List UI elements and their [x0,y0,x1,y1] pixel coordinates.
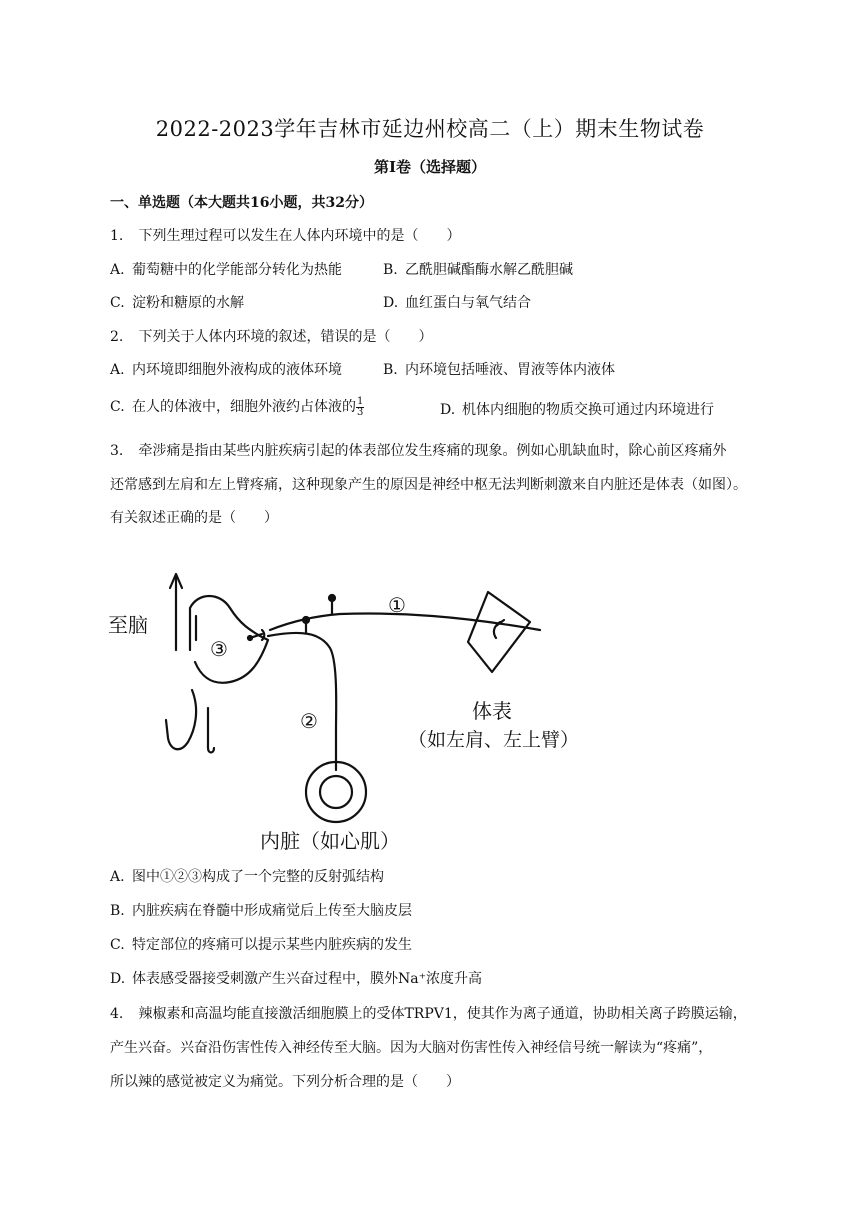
option-1b: B. 乙酰胆碱酯酶水解乙酰胆碱 [383,262,573,278]
label-body-surface: 体表 [472,699,512,723]
spinal-cord-lower-outline [166,690,196,749]
question-3-stem-line1: 3. 牵涉痛是指由某些内脏疾病引起的体表部位发生疼痛的现象。例如心肌缺血时，除心前区疼痛外 [110,443,727,459]
question-1-stem [110,225,460,245]
section-heading: 一、单选题（本大题共16小题，共32分） [110,195,373,211]
option-2d: D. 机体内细胞的物质交换可通过内环境进行 [440,402,714,418]
question-3-stem-line2: 还常感到左肩和左上臂疼痛，这种现象产生的原因是神经中枢无法判断刺激来自内脏还是体表（如图）。 [110,477,747,493]
referred-pain-diagram [100,570,620,860]
question-text: 下列生理过程可以发生在人体内环境中的是（ ） [138,228,461,244]
volume-subtitle: 第I卷（选择题） [373,158,487,176]
question-4-stem-line3: 所以辣的感觉被定义为痛觉。下列分析合理的是（ ） [110,1074,460,1090]
label-2: ② [300,709,318,733]
option-2b: B. 内环境包括唾液、胃液等体内液体 [383,362,615,378]
body-surface-shape [468,592,530,672]
question-number: 4. [110,1006,124,1022]
viscera-inner-ring [320,776,352,808]
option-3d: D. 体表感受器接受刺激产生兴奋过程中，膜外Na⁺浓度升高 [110,971,482,987]
option-2a: A. 内环境即细胞外液构成的液体环境 [110,362,342,378]
option-1a: A. 葡萄糖中的化学能部分转化为热能 [110,262,342,278]
question-number: 3. [110,443,124,459]
label-to-brain: 至脑 [108,613,148,637]
fraction: $\frac{1}{3}$ [357,395,364,418]
label-viscera: 内脏（如心肌） [260,829,400,853]
option-3a: A. 图中①②③构成了一个完整的反射弧结构 [110,869,384,885]
option-3c: C. 特定部位的疼痛可以提示某些内脏疾病的发生 [110,937,412,953]
label-1: ① [388,593,406,617]
option-1d: D. 血红蛋白与氧气结合 [383,295,531,311]
spinal-horn [208,708,214,753]
spinal-cord-outline [190,596,268,683]
question-4-stem-line2: 产生兴奋。兴奋沿伤害性传入神经传至大脑。因为大脑对伤害性传入神经信号统一解读为“疼痛”， [110,1040,713,1056]
question-text: 下列关于人体内环境的叙述，错误的是（ ） [138,329,433,345]
option-1c: C. 淀粉和糖原的水解 [110,295,244,311]
question-number: 2. [110,329,124,345]
neuron-2-path [268,633,336,770]
label-body-surface-note: （如左肩、左上臂） [408,729,580,751]
question-2-stem [110,326,432,346]
option-3b: B. 内脏疾病在脊髓中形成痛觉后上传至大脑皮层 [110,903,412,919]
question-3-stem-line3: 有关叙述正确的是（ ） [110,510,278,526]
question-number: 1. [110,228,124,244]
question-4-stem-line1: 4. 辣椒素和高温均能直接激活细胞膜上的受体TRPV1，使其作为离子通道，协助相关离子跨膜运输， [110,1006,747,1022]
option-2c: C. 在人的体液中，细胞外液约占体液的 $\frac{1}{3}$ [110,395,364,418]
label-3: ③ [210,637,228,661]
page-title: 2022-2023学年吉林市延边州校高二（上）期末生物试卷 [155,117,705,141]
